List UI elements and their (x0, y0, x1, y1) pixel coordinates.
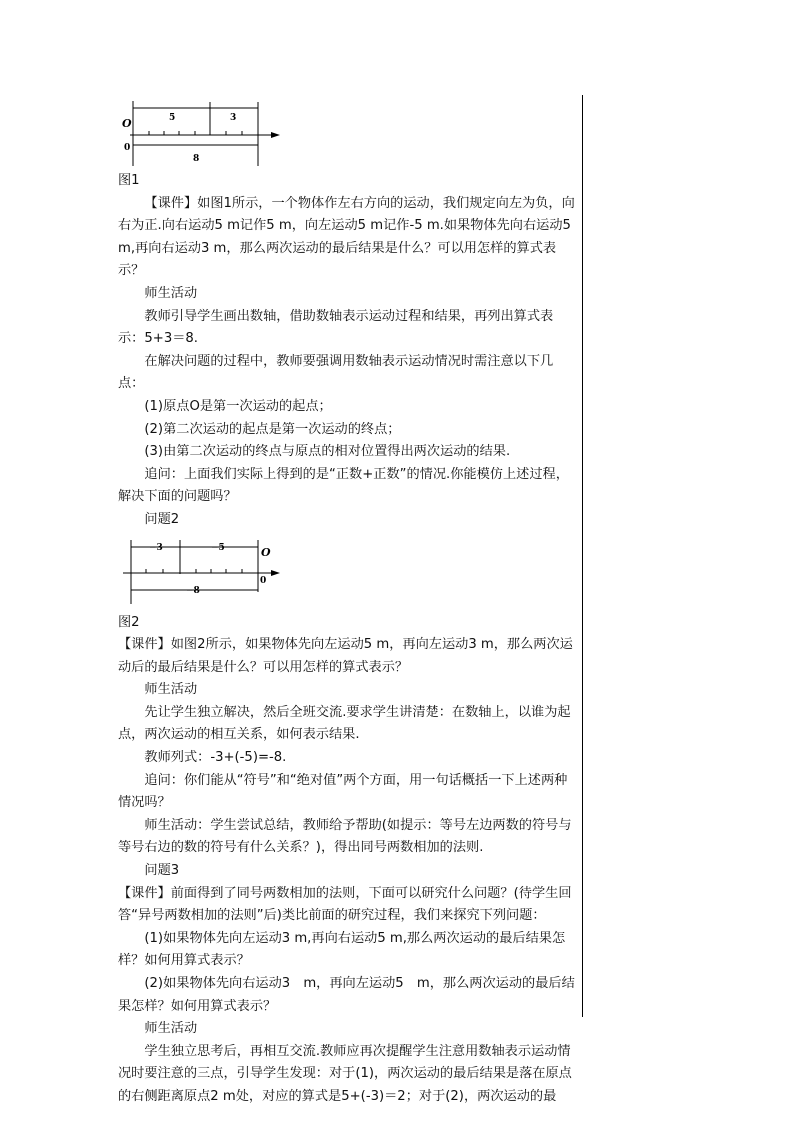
paragraph: 【课件】如图1所示，一个物体作左右方向的运动，我们规定向左为负，向右为正.向右运动5 m记作5 m，向左运动5 m记作-5 m.如果物体先向右运动5 m,再向右运动3 m，那么两次运动的最后结果是什么？可以用怎样的算式表示？ (118, 195, 575, 279)
paragraph: (1)如果物体先向左运动3 m,再向右运动5 m,那么两次运动的最后结果怎样？如何用算式表示？ (118, 930, 566, 969)
figure-1-caption: 图1 (118, 173, 140, 188)
paragraph: (3)由第二次运动的终点与原点的相对位置得出两次运动的结果. (144, 444, 511, 460)
figure-1-total-label: 8 (193, 154, 200, 164)
figure-1-number-line (118, 88, 578, 170)
paragraph: 学生独立思考后，再相互交流.教师应再次提醒学生注意用数轴表示运动情况时要注意的三点，引导学生发现：对于(1)，两次运动的最后结果是落在原点的右侧距离原点2 m处，对应的算式是5+(-3)＝2；对于(2)，两次运动的最 (118, 1043, 572, 1104)
page-margin-line (582, 95, 583, 1017)
paragraph: 问题2 (144, 511, 180, 527)
paragraph: 追问：上面我们实际上得到的是“正数+正数”的情况.你能模仿上述过程，解决下面的问题吗？ (118, 466, 569, 505)
paragraph: 师生活动 (144, 1021, 198, 1037)
figure-2-total-label: −8 (186, 585, 200, 596)
figure-2-origin-label: O (261, 545, 271, 559)
paragraph: 师生活动：学生尝试总结，教师给予帮助(如提示：等号左边两数的符号与等号右边的数的符号有什么关系？)，得出同号两数相加的法则. (118, 817, 572, 856)
paragraph: 师生活动 (144, 285, 198, 301)
paragraph: (2)如果物体先向右运动3 m，再向左运动5 m，那么两次运动的最后结果怎样？如何用算式表示？ (118, 976, 575, 1014)
figure-2-seg1-label: −3 (149, 542, 163, 553)
paragraph: (2)第二次运动的起点是第一次运动的终点； (144, 421, 401, 437)
paragraph: 追问：你们能从“符号”和“绝对值”两个方面，用一句话概括一下上述两种情况吗？ (118, 772, 568, 811)
figure-2-caption: 图2 (118, 614, 140, 630)
figure-2-number-line (118, 534, 578, 606)
figure-1-seg1-label: 5 (169, 113, 176, 123)
paragraph: (1)原点O是第一次运动的起点； (144, 398, 332, 414)
paragraph: 【课件】如图2所示，如果物体先向左运动5 m，再向左运动3 m，那么两次运动后的最后结果是什么？可以用怎样的算式表示？ (118, 637, 573, 675)
paragraph: 教师引导学生画出数轴，借助数轴表示运动过程和结果，再列出算式表示：5+3＝8. (118, 308, 554, 347)
paragraph: 问题3 (144, 863, 180, 879)
paragraph: 师生活动 (144, 682, 198, 698)
figure-1-origin-label: O (122, 117, 132, 130)
figure-1-seg2-label: 3 (230, 113, 237, 123)
paragraph: 【课件】前面得到了同号两数相加的法则，下面可以研究什么问题？(待学生回答“异号两数相加的法则”后)类比前面的研究过程，我们来探究下列问题： (118, 885, 572, 924)
document-body (118, 88, 578, 1109)
paragraph: 先让学生独立解决，然后全班交流.要求学生讲清楚：在数轴上，以谁为起点，两次运动的相互关系，如何表示结果. (118, 704, 571, 743)
paragraph: 在解决问题的过程中，教师要强调用数轴表示运动情况时需注意以下几点： (118, 353, 554, 392)
figure-2-zero-label: 0 (260, 575, 267, 586)
paragraph: 教师列式：-3+(-5)=-8. (144, 750, 287, 766)
figure-1-zero-label: 0 (124, 143, 131, 153)
figure-2-seg2-label: −5 (211, 542, 225, 553)
